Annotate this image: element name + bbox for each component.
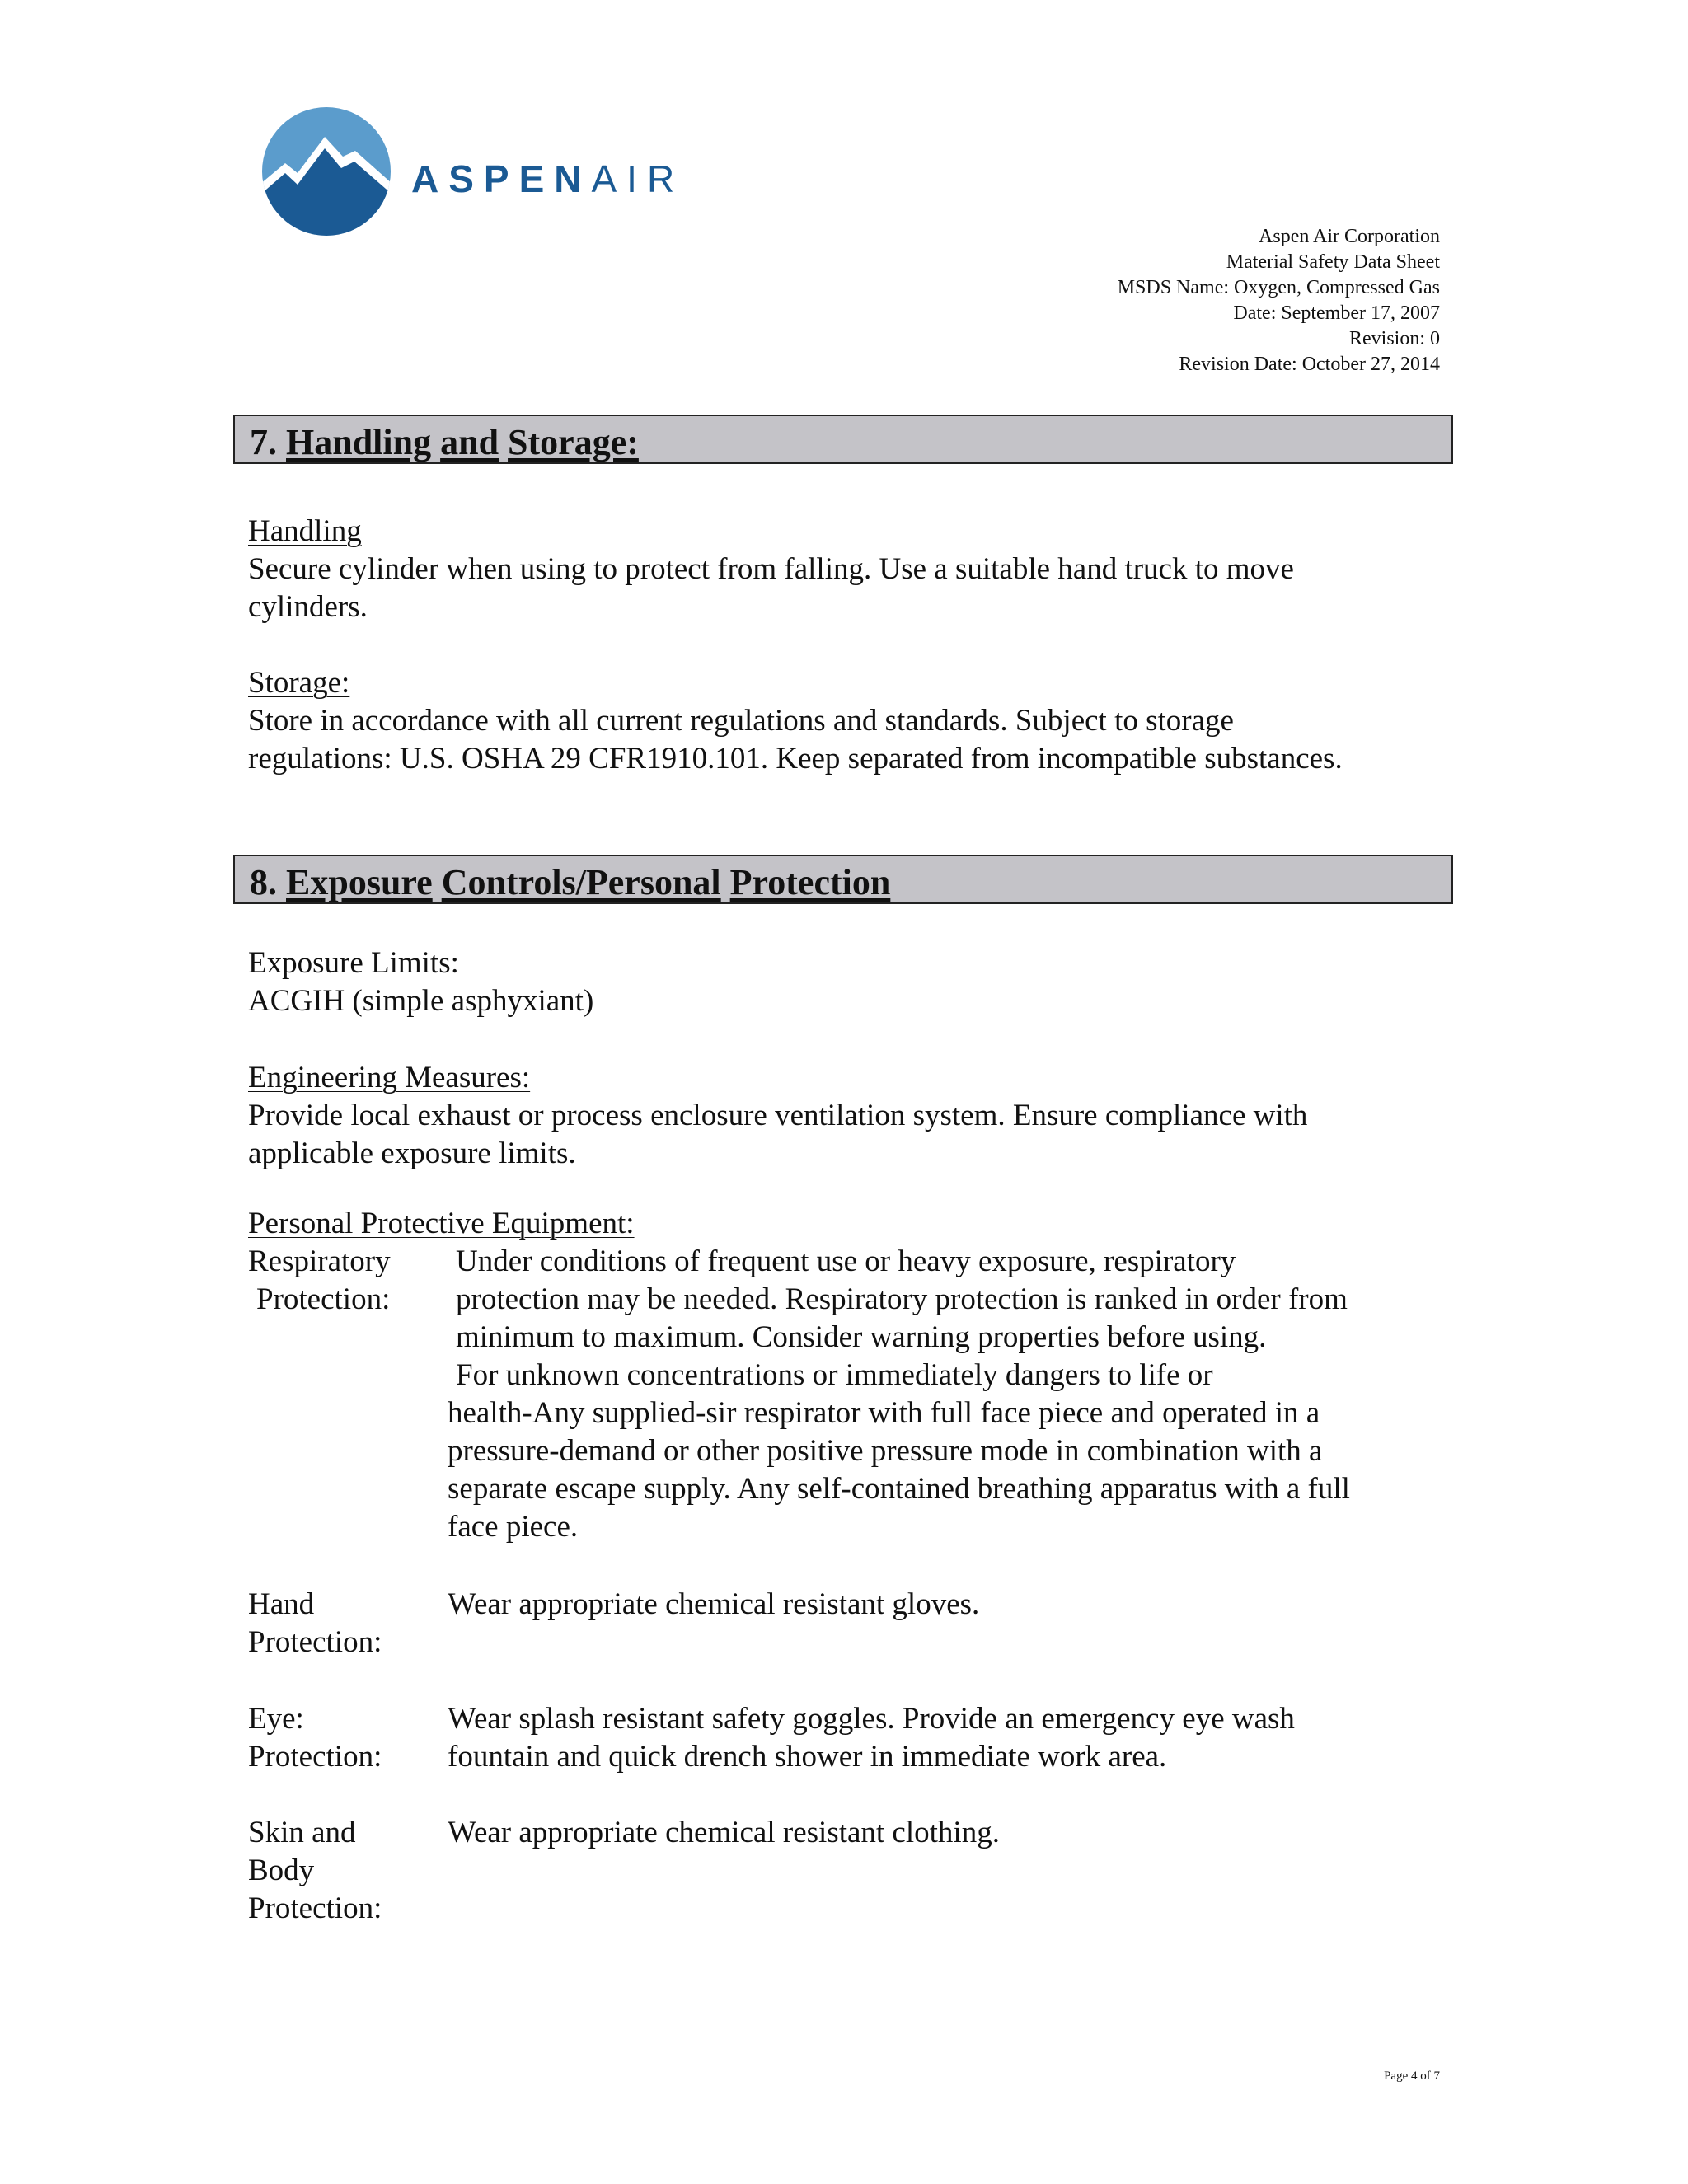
hand-label-line-2: Protection: <box>248 1625 382 1659</box>
doc-type: Material Safety Data Sheet <box>1226 251 1440 273</box>
eye-text-line-2: fountain and quick drench shower in immediate work area. <box>448 1740 1167 1774</box>
ppe-heading-block <box>248 1205 1451 1243</box>
section-8-number: 8. <box>250 862 277 902</box>
ppe-heading: Personal Protective Equipment: <box>248 1207 635 1240</box>
hand-label <box>248 1586 438 1661</box>
brand-bold: ASPEN <box>411 157 592 200</box>
respiratory-line: For unknown concentrations or immediately dangers to life or <box>456 1358 1213 1392</box>
hand-label-line-1: Hand <box>248 1587 315 1621</box>
skin-label-line-3: Protection: <box>248 1891 382 1925</box>
page-number: Page 4 of 7 <box>1384 2069 1440 2083</box>
section-7-number: 7. <box>250 422 277 462</box>
eye-text <box>448 1700 1461 1776</box>
skin-text: Wear appropriate chemical resistant clothing. <box>448 1816 1000 1849</box>
respiratory-text <box>448 1243 1461 1546</box>
respiratory-line: pressure-demand or other positive pressure mode in combination with a <box>448 1434 1323 1468</box>
storage-block <box>248 664 1451 778</box>
skin-label-line-2: Body <box>248 1854 315 1887</box>
revision: Revision: 0 <box>1348 328 1440 349</box>
exposure-limits-heading: Exposure Limits: <box>248 946 459 980</box>
eye-label-line-2: Protection: <box>248 1740 382 1774</box>
respiratory-line: face piece. <box>448 1510 579 1544</box>
respiratory-line: Under conditions of frequent use or heavy exposure, respiratory <box>456 1244 1236 1278</box>
revision-date: Revision Date: October 27, 2014 <box>1179 354 1440 375</box>
mountain-circle-icon <box>260 105 392 237</box>
respiratory-label-line-2: Protection: <box>256 1282 391 1316</box>
respiratory-line: separate escape supply. Any self-contained breathing apparatus with a full <box>448 1472 1350 1506</box>
eye-text-line-1: Wear splash resistant safety goggles. Provide an emergency eye wash <box>448 1702 1295 1736</box>
handling-heading: Handling <box>248 514 362 548</box>
respiratory-label-line-1: Respiratory <box>248 1244 391 1278</box>
respiratory-line: health-Any supplied-sir respirator with full face piece and operated in a <box>448 1396 1320 1430</box>
section-7-title <box>250 421 639 463</box>
section-8-word-1: Exposure <box>286 862 433 902</box>
eye-label-line-1: Eye: <box>248 1702 304 1736</box>
storage-heading: Storage: <box>248 666 350 700</box>
section-8-word-3: Protection <box>729 862 891 902</box>
handling-text: Secure cylinder when using to protect from falling. Use a suitable hand truck to move cylinders. <box>248 552 1294 624</box>
company-name: Aspen Air Corporation <box>1259 226 1440 247</box>
hand-text: Wear appropriate chemical resistant gloves. <box>448 1587 980 1621</box>
engineering-text: Provide local exhaust or process enclosure ventilation system. Ensure compliance with applicable exposure limits. <box>248 1099 1308 1170</box>
section-7-header <box>233 415 1453 464</box>
document-header <box>1118 224 1440 377</box>
respiratory-line: protection may be needed. Respiratory protection is ranked in order from <box>456 1282 1348 1316</box>
engineering-heading: Engineering Measures: <box>248 1061 531 1094</box>
section-7-word-2: and <box>440 422 499 462</box>
exposure-limits-block <box>248 944 1451 1020</box>
skin-label <box>248 1814 438 1928</box>
engineering-block <box>248 1059 1451 1173</box>
brand-light: AIR <box>591 157 685 200</box>
exposure-limits-text: ACGIH (simple asphyxiant) <box>248 984 594 1018</box>
section-7-word-3: Storage: <box>508 422 639 462</box>
company-logo <box>260 105 722 237</box>
storage-text: Store in accordance with all current regulations and standards. Subject to storage regulations: U.S. OSHA 29 CFR1910.101. Keep separated from incompatible substances. <box>248 704 1343 776</box>
doc-date: Date: September 17, 2007 <box>1233 302 1440 324</box>
skin-label-line-1: Skin and <box>248 1816 356 1849</box>
respiratory-label <box>248 1243 438 1319</box>
section-8-header <box>233 855 1453 904</box>
msds-name: MSDS Name: Oxygen, Compressed Gas <box>1117 277 1440 298</box>
section-7-word-1: Handling <box>286 422 432 462</box>
section-8-word-2: Controls/Personal <box>441 862 721 902</box>
section-8-title <box>250 861 890 903</box>
brand-wordmark <box>411 157 685 200</box>
respiratory-line: minimum to maximum. Consider warning properties before using. <box>456 1320 1267 1354</box>
eye-label <box>248 1700 438 1776</box>
handling-block <box>248 513 1451 626</box>
